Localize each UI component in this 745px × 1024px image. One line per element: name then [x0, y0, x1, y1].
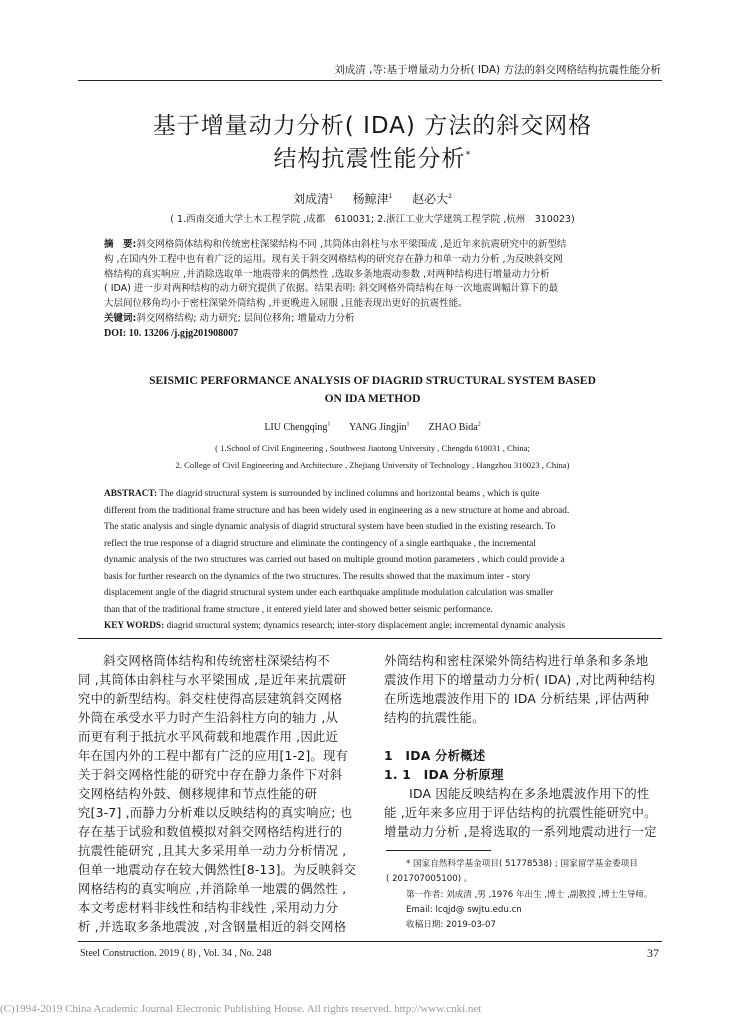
body-line: 究[3-7] ,而静力分析难以反映结构的真实响应; 也 — [78, 805, 353, 820]
abstract-en-line: different from the traditional frame structure and has been widely used in engineering as a new structure at home and abroad. — [104, 505, 570, 516]
section-heading: 1 IDA 分析概述 — [384, 748, 486, 763]
footnote — [386, 857, 666, 933]
footnote-line: 第一作者: 刘成清 ,男 ,1976 年出生 ,博士 ,副教授 ,博士生导师。 — [406, 889, 653, 900]
header-rule — [78, 80, 662, 81]
abstract-cn-label: 摘 要: — [104, 239, 137, 250]
abstract-en-line: than that of the traditional frame structure , it entered yield later and showed better seismic performance. — [104, 604, 493, 615]
body-line: 抗震性能研究 ,且其大多采用单一动力分析情况 , — [78, 843, 347, 858]
body-line: 析 ,并选取多条地震波 ,对含钢量相近的斜交网格 — [78, 919, 347, 934]
body-line: 增量动力分析 ,是将选取的一系列地震动进行一定 — [384, 824, 657, 839]
body-line: 同 ,其筒体由斜柱与水平梁围成 ,是近年来抗震研 — [78, 672, 347, 687]
author-en: YANG Jingjin$^1$ — [349, 421, 410, 433]
abstract-en-line: basis for further research on the dynamics of the two structures. The results showed that the maximum inter - story — [104, 571, 531, 582]
body-line: 网格结构的真实响应 ,并消除单一地震的偶然性 , — [78, 881, 347, 896]
page-number: 37 — [647, 946, 659, 960]
title-cn-line2: 结构抗震性能分析* — [273, 146, 472, 172]
body-line: 交网格结构外鼓、侧移规律和节点性能的研 — [78, 786, 318, 801]
abstract-en-line: displacement angle of the diagrid structural system under each earthquake amplitude modulation calculation was smaller — [104, 588, 554, 598]
body-right-column — [384, 651, 664, 841]
abstract-cn — [104, 238, 664, 342]
body-line: 能 ,近年来多应用于评估结构的抗震性能研究中。 — [384, 805, 657, 820]
body-line: 外筒结构和密柱深梁外筒结构进行单条和多条地 — [384, 653, 649, 668]
abstract-cn-line: 摘 要:斜交网格筒体结构和传统密柱深梁结构不同 ,其筒体由斜柱与水平梁围成 ,是近年来抗震研究中的新型结 — [104, 239, 567, 250]
affiliation-cn: ( 1.西南交通大学土木工程学院 ,成都 610031; 2.浙江工业大学建筑工程学院 ,杭州 310023) — [170, 214, 575, 225]
authors-cn — [0, 190, 745, 207]
abstract-cn-line: 构 ,在国内外工程中也有着广泛的运用。现有关于斜交网格结构的研究存在静力和单一动力分析 ,为反映斜交网 — [104, 253, 563, 265]
footnote-line: Email: lcqjd@ swjtu.edu.cn — [406, 904, 522, 915]
footnote-line: ( 201707005100) 。 — [386, 874, 473, 885]
abstract-cn-line: 大层间位移角均小于密柱深梁外筒结构 ,并更晚进入屈服 ,且能表现出更好的抗震性能。 — [104, 298, 468, 310]
keywords-en: KEY WORDS: diagrid structural system; dynamics research; inter-story displacement angle; incremental dynamic analysis — [104, 621, 565, 631]
body-line: 在所选地震波作用下的 IDA 分析结果 ,评估两种 — [384, 691, 650, 706]
abstract-cn-line: ( IDA) 进一步对两种结构的动力研究提供了依据。结果表明: 斜交网格外筒结构在每一次地震调幅计算下的最 — [104, 283, 559, 295]
keywords-cn: 关键词:斜交网格结构; 动力研究; 层间位移角; 增量动力分析 — [104, 312, 355, 324]
abstract-rule — [78, 638, 662, 639]
abstract-en-line: reflect the true response of a diagrid structure and eliminate the contingency of a single earthquake , the incremental — [104, 538, 536, 549]
body-line: 震波作用下的增量动力分析( IDA) ,对比两种结构 — [384, 672, 656, 687]
body-left-column — [78, 651, 361, 936]
title-en-line1: SEISMIC PERFORMANCE ANALYSIS OF DIAGRID STRUCTURAL SYSTEM BASED — [149, 375, 596, 387]
footnote-line: * 国家自然科学基金项目( 51778538) ; 国家留学基金委项目 — [406, 859, 638, 869]
body-line: 本文考虑材料非线性和结构非线性 ,采用动力分 — [78, 900, 339, 915]
title-en — [0, 372, 745, 408]
running-head: 刘成清 ,等:基于增量动力分析( IDA) 方法的斜交网格结构抗震性能分析 — [334, 64, 661, 76]
doi: DOI: 10. 13206 /j.gjg201908007 — [104, 327, 239, 339]
body-line: 究中的新型结构。斜交柱使得高层建筑斜交网格 — [78, 691, 343, 706]
footnote-rule — [386, 850, 491, 851]
footnote-line: 收稿日期: 2019-03-07 — [406, 920, 496, 931]
abstract-en-line: ABSTRACT: The diagrid structural system is surrounded by inclined columns and horizontal beams , which is quite — [104, 489, 540, 499]
author-en: LIU Chengqing$^1$ — [264, 421, 331, 433]
body-line: 但单一地震动存在较大偶然性[8-13]。为反映斜交 — [78, 862, 357, 877]
body-line: 结构的抗震性能。 — [384, 710, 485, 725]
body-line: IDA 因能反映结构在多条地震波作用下的性 — [384, 786, 650, 801]
author-cn: 刘成清$^1$ — [293, 192, 333, 206]
author-cn: 赵必大$^2$ — [412, 192, 452, 206]
body-line: 斜交网格筒体结构和传统密柱深梁结构不 — [78, 653, 330, 668]
affiliation-en: ( 1.School of Civil Engineering , Southwest Jiaotong University , Chengdu 610031 , China; 2. College of Civil Engineering and Architecture , Zhejiang University of Technology , Hangzhou 310023 , China) — [175, 443, 570, 470]
abstract-en-label: ABSTRACT: — [104, 489, 158, 499]
abstract-en — [104, 486, 664, 635]
body-line: 而更有利于抵抗水平风荷载和地震作用 ,因此近 — [78, 729, 339, 744]
abstract-cn-line: 格结构的真实响应 ,并消除选取单一地震带来的偶然性 ,选取多条地震动参数 ,对两种结构进行增量动力分析 — [104, 268, 550, 280]
footer-journal: Steel Construction. 2019 ( 8) , Vol. 34 , No. 248 — [80, 948, 272, 959]
cnki-watermark: (C)1994-2019 China Academic Journal Electronic Publishing House. All rights reserved. http://www.cnki.net — [0, 1003, 482, 1015]
title-footnote-mark: * — [465, 149, 472, 161]
abstract-en-line: The static analysis and single dynamic analysis of diagrid structural system have been studied in the existing research. To — [104, 522, 556, 532]
subsection-heading: 1. 1 IDA 分析原理 — [384, 767, 504, 782]
body-line: 年在国内外的工程中都有广泛的应用[1-2]。现有 — [78, 748, 349, 763]
abstract-en-line: dynamic analysis of the two structures was carried out based on multiple ground motion parameters , which could provide a — [104, 555, 565, 565]
authors-en — [0, 422, 745, 433]
body-line: 外筒在承受水平力时产生沿斜柱方向的轴力 ,从 — [78, 710, 339, 725]
author-cn: 杨鲸津$^1$ — [352, 192, 393, 206]
body-line: 关于斜交网格性能的研究中存在静力条件下对斜 — [78, 767, 343, 782]
title-cn-line1: 基于增量动力分析( IDA) 方法的斜交网格 — [152, 113, 593, 139]
title-en-line2: ON IDA METHOD — [324, 393, 421, 405]
title-cn — [0, 110, 745, 176]
body-line: 存在基于试验和数值模拟对斜交网格结构进行的 — [78, 824, 343, 839]
footer-rule — [78, 941, 662, 942]
author-en: ZHAO Bida$^2$ — [428, 421, 481, 433]
